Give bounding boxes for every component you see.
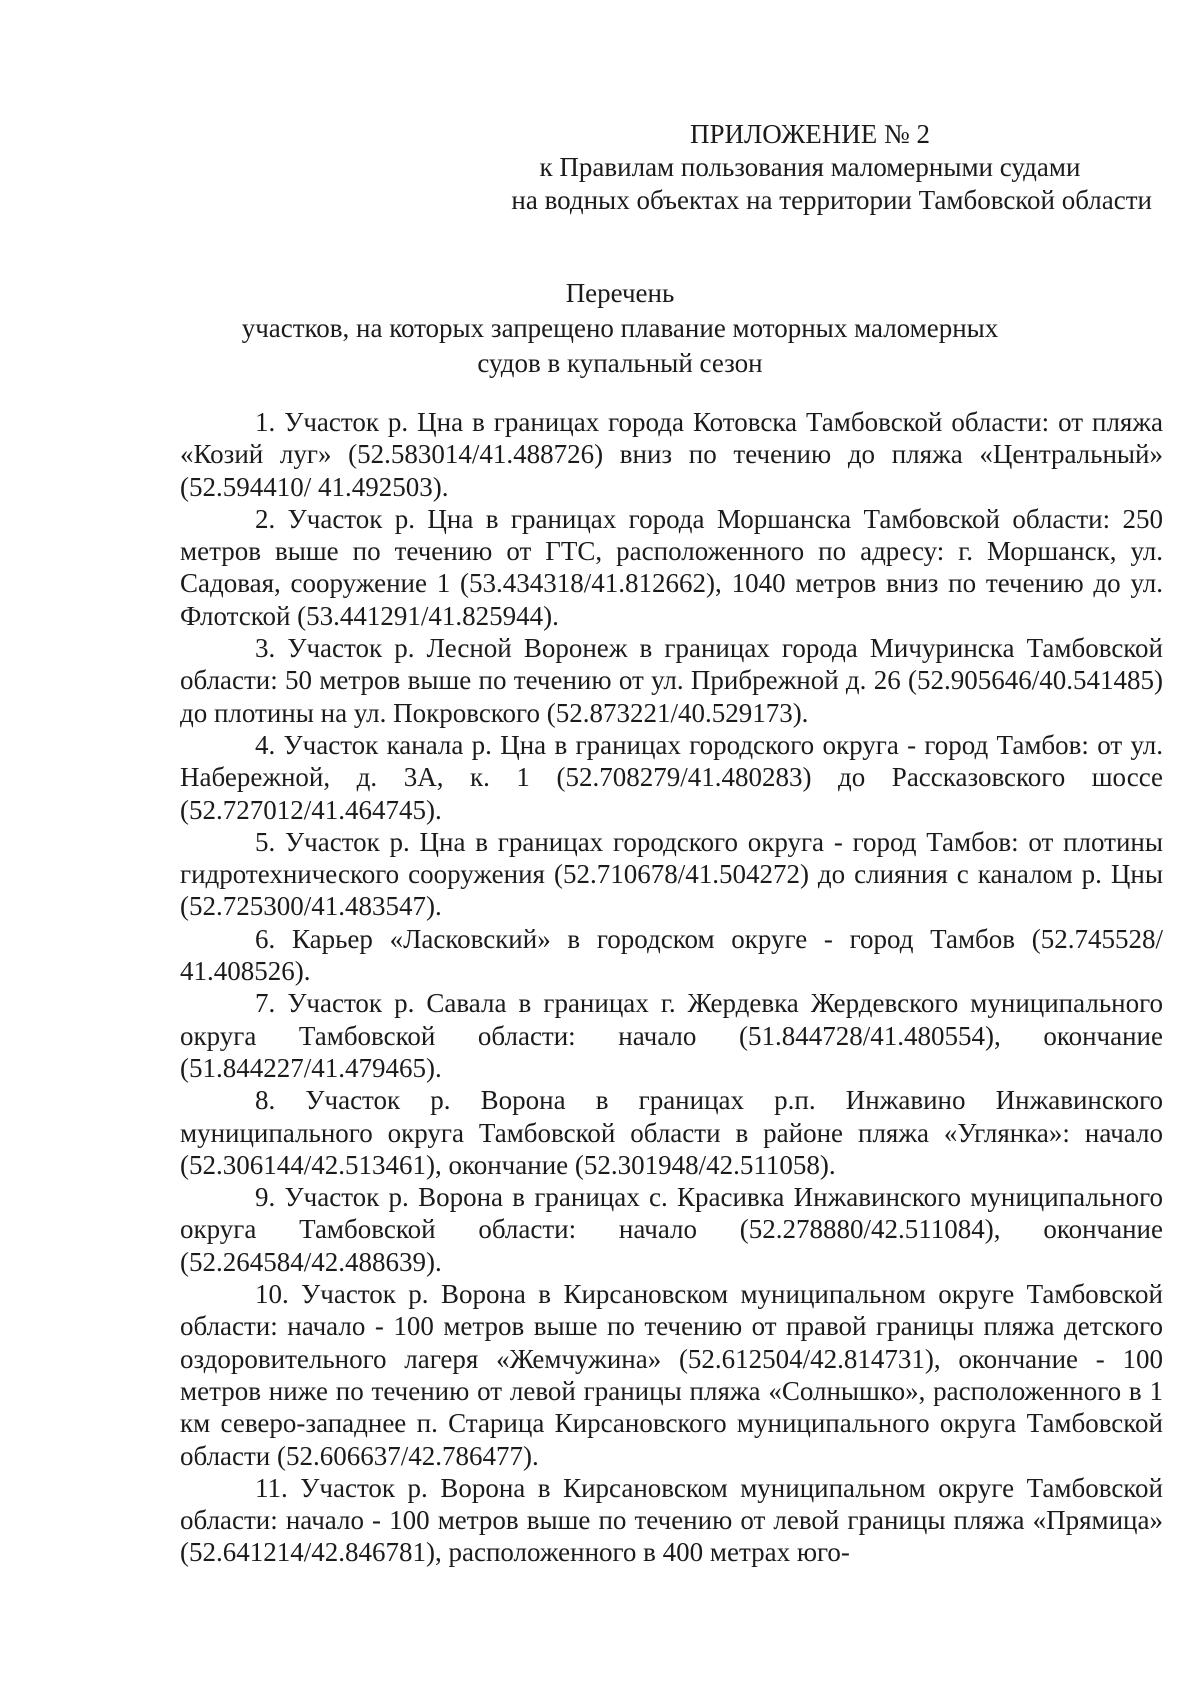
list-item: 8. Участок р. Ворона в границах р.п. Инжавино Инжавинского муниципального округа Тамбовской области в районе пляжа «Углянка»: начало (52.306144/42.513461), окончание (52.301948/42.511058). <box>180 1085 1163 1180</box>
list-item: 5. Участок р. Цна в границах городского округа - город Тамбов: от плотины гидротехнического сооружения (52.710678/41.504272) до слияния с каналом р. Цны (52.725300/41.483547). <box>180 826 1163 922</box>
list-item: 6. Карьер «Ласковский» в городском округе - город Тамбов (52.745528/ 41.408526). <box>180 923 1163 987</box>
document-title <box>180 276 1060 381</box>
title-line-1: Перечень <box>565 278 675 308</box>
list-item: 9. Участок р. Ворона в границах с. Красивка Инжавинского муниципального округа Тамбовской области: начало (52.278880/42.511084), окончание (52.264584/42.488639). <box>180 1182 1163 1277</box>
list-item: 4. Участок канала р. Цна в границах городского округа - город Тамбов: от ул. Набережной, д. 3А, к. 1 (52.708279/41.480283) до Рассказовского шоссе (52.727012/41.464745). <box>180 729 1163 825</box>
title-line-3: судов в купальный сезон <box>477 348 763 378</box>
list-item: 2. Участок р. Цна в границах города Моршанска Тамбовской области: 250 метров выше по течению от ГТС, расположенного по адресу: г. Моршанск, ул. Садовая, сооружение 1 (53.434318/41.812662), 1040 метров вниз по течению до ул. Флотской (53.441291/41.825944). <box>180 503 1163 631</box>
sections-list <box>180 406 1163 1569</box>
list-item: 1. Участок р. Цна в границах города Котовска Тамбовской области: от пляжа «Козий луг» (52.583014/41.488726) вниз по течению до пляжа «Центральный» (52.594410/ 41.492503). <box>180 407 1163 502</box>
appendix-header <box>430 118 1190 217</box>
list-item: 3. Участок р. Лесной Воронеж в границах города Мичуринска Тамбовской области: 50 метров выше по течению от ул. Прибрежной д. 26 (52.905646/40.541485) до плотины на ул. Покровского (52.873221/40.529173). <box>180 633 1163 728</box>
appendix-number: ПРИЛОЖЕНИЕ № 2 <box>689 119 931 149</box>
list-item: 11. Участок р. Ворона в Кирсановском муниципальном округе Тамбовской области: начало - 100 метров выше по течению от левой границы пляжа «Прямица» (52.641214/42.846781), расположенного в 400 метрах юго- <box>180 1472 1163 1568</box>
title-line-2: участков, на которых запрещено плавание моторных маломерных <box>241 313 999 343</box>
list-item: 10. Участок р. Ворона в Кирсановском муниципальном округе Тамбовской области: начало - 100 метров выше по течению от правой границы пляжа детского оздоровительного лагеря «Жемчужина» (52.612504/42.814731), окончание - 100 метров ниже по течению от левой границы пляжа «Солнышко», расположенного в 1 км северо-западнее п. Старица Кирсановского муниципального округа Тамбовской области (52.606637/42.786477). <box>180 1279 1163 1471</box>
appendix-reference-line-1: к Правилам пользования маломерными судами <box>539 152 1081 182</box>
list-item: 7. Участок р. Савала в границах г. Жердевка Жердевского муниципального округа Тамбовской области: начало (51.844728/41.480554), окончание (51.844227/41.479465). <box>180 988 1163 1083</box>
appendix-reference-line-2: на водных объектах на территории Тамбовской области <box>511 185 1152 215</box>
